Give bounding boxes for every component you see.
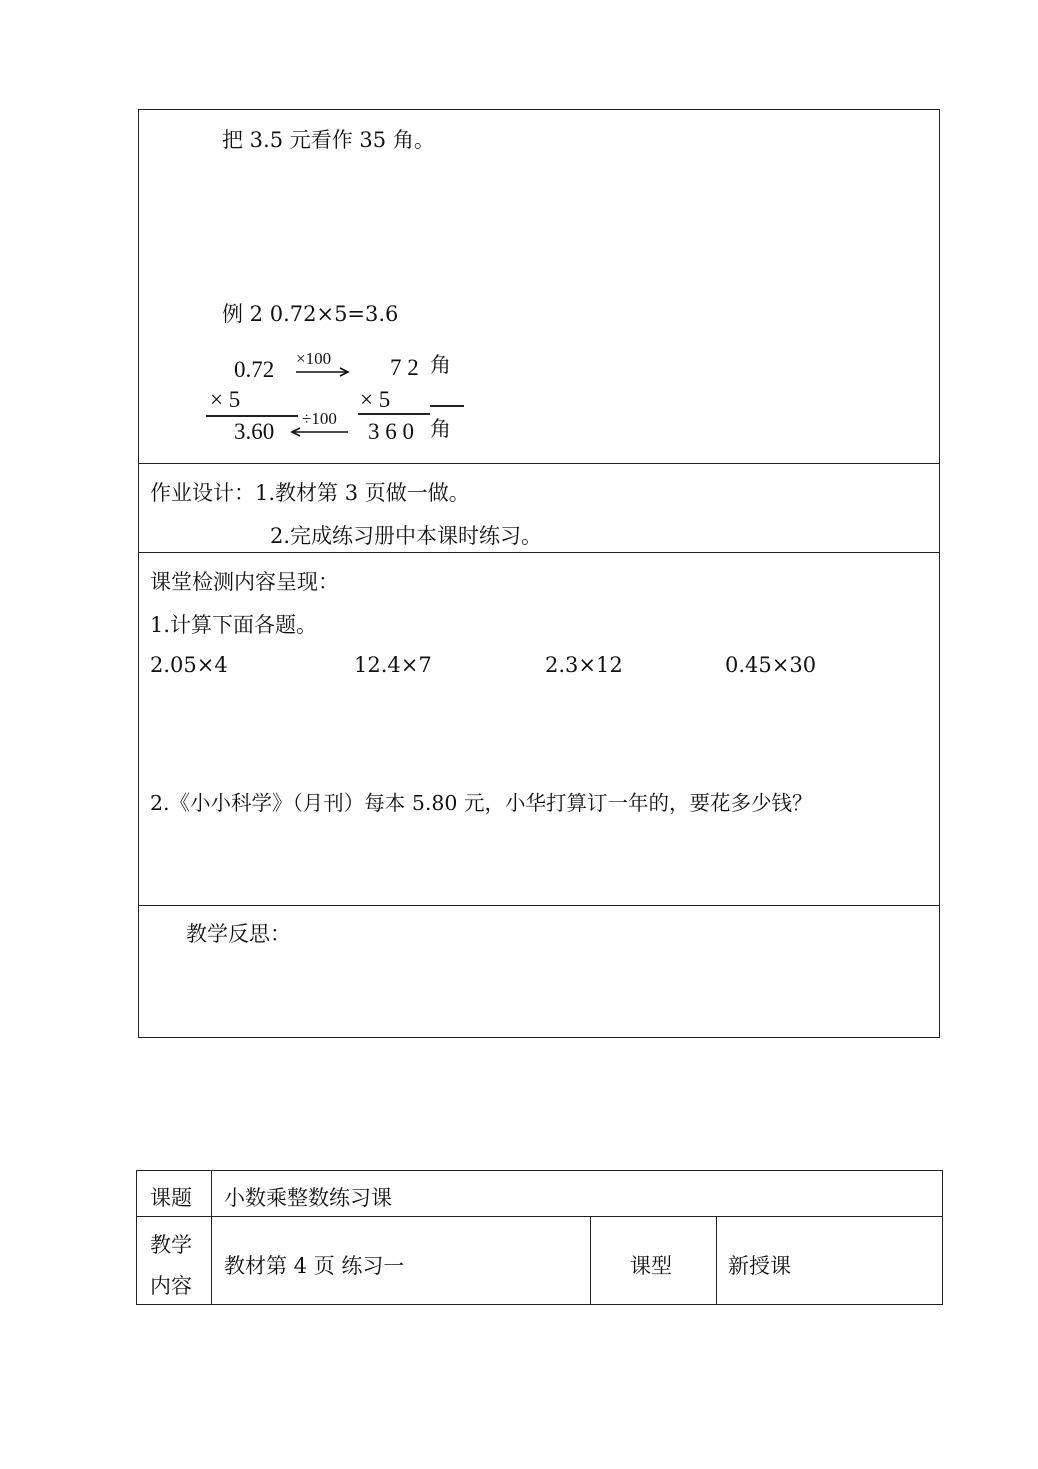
- right-result: 3 6 0: [368, 419, 414, 444]
- info-col-divider-2: [590, 1216, 591, 1305]
- problem-1: 2.05×4: [150, 653, 228, 677]
- check-question-1: 1.计算下面各题。: [150, 613, 318, 637]
- homework-line-2: 2.完成练习册中本课时练习。: [270, 524, 543, 548]
- type-value: 新授课: [728, 1254, 791, 1278]
- problem-3: 2.3×12: [545, 653, 623, 677]
- left-multiplier: × 5: [210, 387, 241, 412]
- right-top-number: 7 2: [390, 355, 419, 380]
- content-label-line-1: 教学: [150, 1233, 192, 1257]
- problem-2: 12.4×7: [354, 653, 432, 677]
- topic-value: 小数乘整数练习课: [224, 1186, 392, 1210]
- left-underline: [206, 415, 298, 417]
- left-top-number: 0.72: [234, 357, 275, 382]
- arrow-bottom-label: ÷100: [302, 409, 337, 428]
- right-arrow-icon: [296, 367, 352, 377]
- example-line: 例 2 0.72×5=3.6: [222, 302, 399, 326]
- right-underline: [358, 413, 430, 415]
- content-value: 教材第 4 页 练习一: [224, 1254, 405, 1278]
- check-title: 课堂检测内容呈现：: [150, 570, 339, 594]
- info-row-divider: [136, 1216, 943, 1217]
- type-label: 课型: [630, 1254, 672, 1278]
- unit-top: 角: [430, 353, 451, 377]
- row-divider-check: [138, 552, 940, 553]
- arrow-top-label: ×100: [296, 349, 332, 368]
- right-multiplier: × 5: [360, 387, 391, 412]
- content-label-line-2: 内容: [150, 1274, 192, 1298]
- check-question-2: 2.《小小科学》（月刊）每本 5.80 元，小华打算订一年的，要花多少钱？: [150, 791, 813, 815]
- unit-underline: [430, 405, 464, 407]
- row-divider-homework: [138, 463, 940, 464]
- info-col-divider-3: [716, 1216, 717, 1305]
- left-result: 3.60: [234, 419, 275, 444]
- row-divider-reflection: [138, 905, 940, 906]
- left-arrow-icon: [288, 427, 352, 437]
- problem-4: 0.45×30: [725, 653, 817, 677]
- lesson-line-1: 把 3.5 元看作 35 角。: [222, 128, 435, 152]
- homework-line-1: 作业设计：1.教材第 3 页做一做。: [150, 481, 470, 505]
- vertical-calculation: [200, 345, 480, 445]
- topic-label: 课题: [150, 1186, 192, 1210]
- reflection-label: 教学反思：: [186, 922, 291, 946]
- unit-bottom: 角: [430, 417, 451, 441]
- info-col-divider-1: [211, 1170, 212, 1305]
